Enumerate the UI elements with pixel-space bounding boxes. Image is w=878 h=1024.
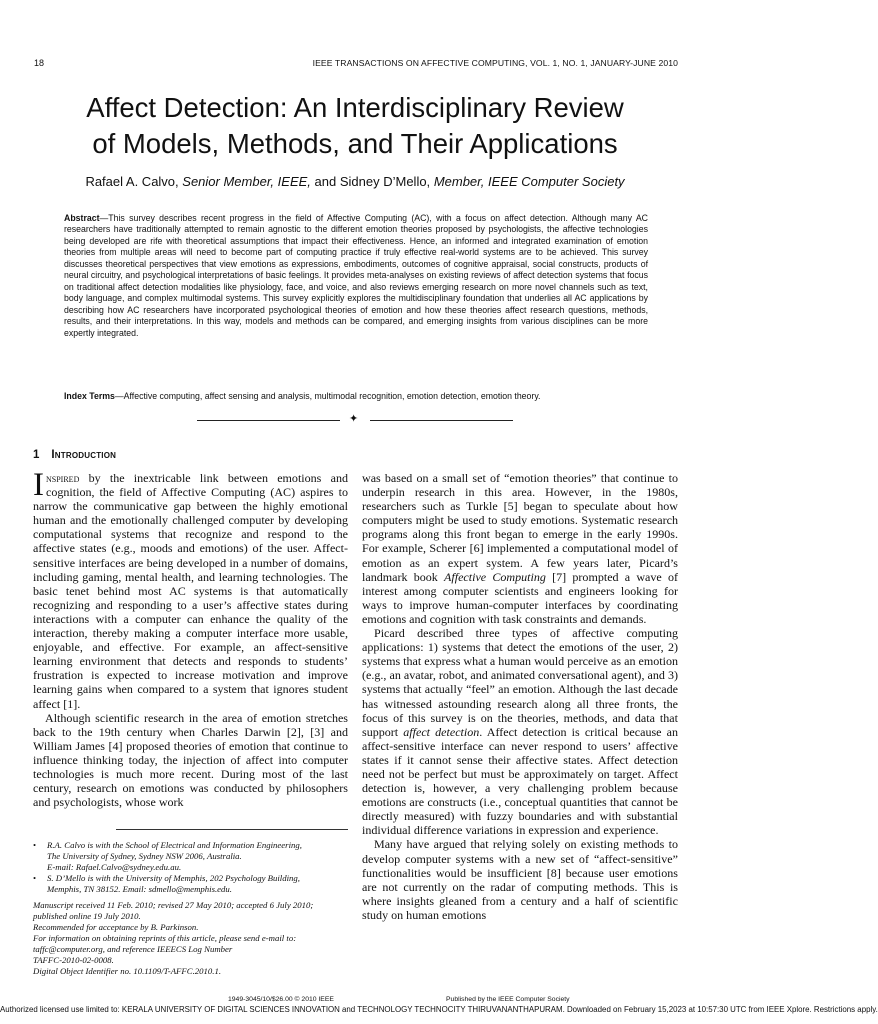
footnote-line: The University of Sydney, Sydney NSW 2006, Australia. (47, 851, 242, 861)
right-paragraph-2-text-cont: . Affect detection is critical because an affect-sensitive interface can never respond to users’ affective states if it cannot sense their affective states. Affect detection need not be perfect but must be approximately on target. Affect detection is, however, a very challenging problem because emotions are constructs (i.e., conceptual quantities that cannot be directly measured) with fuzzy boundaries and with substantial individual difference variations in expression and experience. (362, 724, 678, 838)
intro-paragraph-1 (33, 467, 348, 711)
abstract-label: Abstract (64, 213, 100, 223)
section-number: 1 (33, 449, 40, 461)
publisher-line: Published by the IEEE Computer Society (446, 996, 570, 1003)
book-title-link: Affective Computing (444, 569, 546, 584)
drop-cap: I (33, 467, 44, 503)
footnote-line: • R.A. Calvo is with the School of Electrical and Information Engineering, (47, 840, 302, 850)
abstract-text: —This survey describes recent progress in the field of Affective Computing (AC), with a focus on affect detection. Although many AC researchers have traditionally attempted to remain agnostic to the different emotion theories proposed by psychologists, the affective technologies being developed are rife with theoretical assumptions that impact their effectiveness. Hence, an informed and integrated examination of emotion theories from multiple areas will need to become part of computing practice if truly effective real-world systems are to be achieved. This survey discusses theoretical perspectives that view emotions as expressions, embodiments, outcomes of cognitive appraisal, social constructs, products of neural circuitry, and psychological interpretations of basic feelings. It provides meta-analyses on existing reviews of affect detection systems that focus on traditional affect detection modalities like physiology, face, and voice, and also reviews emerging research on more novel channels such as text, body language, and complex multimodal systems. This survey explicitly explores the multidisciplinary foundation that underlies all AC applications by describing how AC researchers have incorporated psychological theories of emotion and how these theories affect research questions, methods, results, and their interpretations. In this way, models and methods can be compared, and emerging insights from various disciplines can be more expertly integrated. (64, 213, 648, 338)
index-terms (64, 391, 648, 403)
section-title: Introduction (51, 449, 117, 461)
left-column (33, 467, 348, 810)
footnote-dmello (33, 873, 351, 895)
footnote-line: Memphis, TN 38152. Email: sdmello@memphis.edu. (47, 884, 232, 894)
abstract (64, 213, 648, 339)
footnote-calvo (33, 840, 351, 873)
author-1: Rafael A. Calvo, (85, 174, 179, 189)
footnote-line: • S. D’Mello is with the University of Memphis, 202 Psychology Building, (47, 873, 300, 883)
separator-rule-right (370, 420, 513, 421)
manuscript-line: Manuscript received 11 Feb. 2010; revised 27 May 2010; accepted 6 July 2010; (33, 900, 314, 910)
paper-title (0, 90, 710, 162)
author-line (0, 174, 710, 189)
drop-cap-smallcaps: nspired (46, 471, 80, 485)
manuscript-info (33, 900, 351, 977)
manuscript-line: TAFFC-2010-02-0008. (33, 955, 114, 965)
author-1-role: Senior Member, IEEE, (182, 174, 311, 189)
separator-diamond-icon: ✦ (349, 413, 359, 425)
footnote-rule (116, 829, 348, 830)
intro-paragraph-1-text: by the inextricable link between emotions and cognition, the field of Affective Computing (AC) aspires to narrow the communicative gap between the highly emotional human and the emotionally challenged computer by developing computational systems that recognize and respond to the affective states (e.g., moods and emotions) of the user. Affect-sensitive interfaces are being developed in a number of domains, including gaming, mental health, and learning technologies. The basic tenet behind most AC systems is that automatically recognizing and responding to a user’s affective states during interactions with a computer can enhance the quality of the interaction, thereby making a computer interface more usable, enjoyable, and effective. For example, an affect-sensitive learning environment that detects and responds to students’ frustration is expected to increase motivation and improve learning gains when compared to a system that ignores student affect [1]. (33, 471, 348, 711)
right-paragraph-1-text: was based on a small set of “emotion theories” that continue to underpin research in this area. However, in the 1980s, researchers such as Turkle [5] began to speculate about how computers might be used to study emotions. Systematic research programs along this front began to emerge in the early 1990s. For example, Scherer [6] implemented a computational model of emotion as an expert system. A few years later, Picard’s landmark book (362, 471, 678, 584)
manuscript-line: For information on obtaining reprints of this article, please send e-mail to: (33, 933, 297, 943)
footnote-line: E-mail: Rafael.Calvo@sydney.edu.au. (47, 862, 182, 872)
right-paragraph-1-text-cont: [7] prompted a wave of interest among computer scientists and engineers looking for ways to improve human-computer interfaces by coordinating emotions and cognition with task constraints and demands. (362, 569, 678, 626)
index-terms-text: —Affective computing, affect sensing and analysis, multimodal recognition, emotion detection, emotion theory. (114, 391, 541, 401)
title-line-1: Affect Detection: An Interdisciplinary Review (86, 92, 624, 123)
section-heading (33, 449, 116, 461)
right-column (362, 471, 678, 922)
affect-detection-emphasis: affect detection (403, 724, 480, 739)
right-paragraph-2 (362, 626, 678, 837)
running-head: IEEE TRANSACTIONS ON AFFECTIVE COMPUTING, VOL. 1, NO. 1, JANUARY-JUNE 2010 (312, 58, 678, 68)
footnotes (33, 840, 351, 977)
author-conjunction: and (314, 174, 337, 189)
issn-copyright: 1949-3045/10/$26.00 © 2010 IEEE (228, 996, 334, 1003)
separator-rule-left (197, 420, 340, 421)
manuscript-line: Digital Object Identifier no. 10.1109/T-AFFC.2010.1. (33, 966, 222, 976)
intro-paragraph-2: Although scientific research in the area of emotion stretches back to the 19th century when Charles Darwin [2], [3] and William James [4] proposed theories of emotion that continue to influence thinking today, the injection of affect into computer technologies is much more recent. During most of the last century, research on emotions was conducted by philosophers and psychologists, whose work (33, 710, 348, 810)
index-terms-label: Index Terms (64, 391, 115, 401)
page-number: 18 (34, 58, 45, 68)
license-banner: Authorized licensed use limited to: KERALA UNIVERSITY OF DIGITAL SCIENCES INNOVATION and TECHNOLOGY TECHNOCITY THIRUVANANTHAPURAM. Downloaded on February 15,2023 at 10:57:30 UTC from IEEE Xplore. Restrictions apply. (0, 1005, 878, 1014)
author-2: Sidney D’Mello, (339, 174, 431, 189)
right-paragraph-2-text: Picard described three types of affective computing applications: 1) systems that detect the emotions of the user, 2) systems that express what a human would perceive as an emotion (e.g., an avatar, robot, and animated conversational agent), and 3) systems that actually “feel” an emotion. Although the last decade has witnessed astounding research along all three fronts, the focus of this survey is on the theories, methods, and data that support (362, 626, 678, 739)
manuscript-line: taffc@computer.org, and reference IEEECS Log Number (33, 944, 233, 954)
right-paragraph-1 (362, 471, 678, 626)
author-2-role: Member, IEEE Computer Society (433, 174, 625, 189)
manuscript-line: published online 19 July 2010. (33, 911, 141, 921)
right-paragraph-3: Many have argued that relying solely on existing methods to develop computer systems with a new set of “affect-sensitive” functionalities would be insufficient [8] because user emotions are not currently on the radar of computing methods. This is where insights gleaned from a century and a half of scientific study on human emotions (362, 837, 678, 922)
title-line-2: of Models, Methods, and Their Applications (92, 128, 618, 159)
manuscript-line: Recommended for acceptance by B. Parkinson. (33, 922, 199, 932)
